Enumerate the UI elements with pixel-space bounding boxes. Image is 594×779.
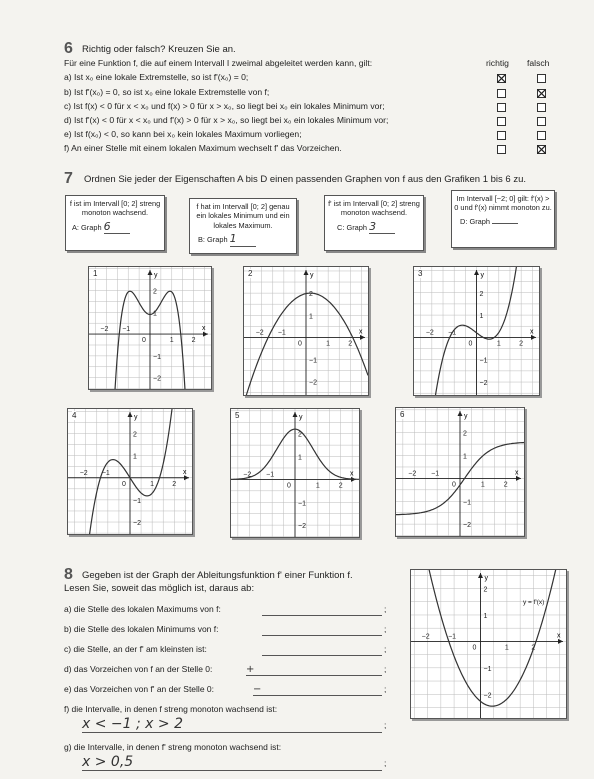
tick-label-y-neg1: −1 (463, 499, 471, 507)
tick-label-x-neg2: −2 (421, 633, 430, 641)
tick-label-x-1: 1 (150, 480, 155, 488)
card-a-answer[interactable]: 6 (104, 220, 130, 235)
tick-label-x-neg1: −1 (448, 633, 457, 641)
derivative-graph-svg (411, 570, 566, 718)
task6-title: Richtig oder falsch? Kreuzen Sie an. (82, 44, 236, 55)
answer-field-d[interactable]: + (246, 664, 382, 676)
tick-label-y-2: 2 (479, 290, 484, 298)
card-a-label: A: Graph (72, 222, 102, 232)
function-curve (411, 570, 566, 706)
tick-label-origin: 0 (452, 481, 456, 489)
card-b-answer[interactable]: 1 (230, 232, 256, 247)
graph-2-number: 2 (248, 269, 253, 278)
tick-label-x-1: 1 (480, 481, 485, 489)
tick-label-x-2: 2 (348, 340, 353, 348)
tick-label-x-1: 1 (169, 337, 174, 345)
tick-label-x-neg2: −2 (243, 471, 252, 479)
y-axis-label: y (464, 413, 468, 420)
y-axis-arrow-icon (128, 412, 133, 417)
question-a: a) die Stelle des lokalen Maximums von f: (64, 604, 221, 614)
card-a-text: f ist im Intervall [0; 2] streng monoton wachsend. (69, 199, 161, 218)
x-axis-arrow-icon (203, 332, 208, 337)
question-e: e) das Vorzeichen von f' an der Stelle 0: (64, 684, 214, 694)
answer-field-g[interactable]: x > 0,5 (82, 754, 382, 771)
y-axis-arrow-icon (148, 270, 153, 275)
question-f: f) die Intervalle, in denen f streng monoton wachsend ist: (64, 704, 278, 714)
tick-label-x-neg2: −2 (79, 469, 88, 477)
graph-5 (230, 408, 360, 538)
card-c-answer[interactable]: 3 (369, 220, 395, 235)
card-c-label: C: Graph (337, 222, 367, 232)
answer-field-f[interactable]: x < −1 ; x > 2 (82, 716, 382, 733)
tick-label-y-neg1: −1 (309, 357, 317, 365)
tick-label-x-neg2: −2 (408, 470, 417, 478)
x-axis-label: x (350, 470, 354, 478)
graph-6-svg (396, 408, 524, 536)
card-d-text: Im Intervall [−2; 0] gilt: f'(x) > 0 und f'(x) nimmt monoton zu. (454, 194, 552, 213)
answer-field-a[interactable] (262, 604, 382, 616)
tick-label-y-2: 2 (463, 430, 467, 438)
tick-label-x-2: 2 (503, 481, 508, 489)
x-axis-label: x (557, 632, 561, 640)
tick-label-x-1: 1 (326, 340, 331, 348)
checkbox-e-falsch[interactable] (537, 131, 546, 140)
x-axis-label: x (515, 469, 519, 477)
tick-label-x-neg1: −1 (431, 470, 440, 478)
graph-3 (413, 266, 540, 396)
col-true-header: richtig (486, 58, 509, 68)
graph-2-svg (244, 267, 368, 395)
tick-label-y-1: 1 (133, 453, 137, 461)
check-mark-icon (537, 145, 546, 154)
tick-label-y-1: 1 (298, 454, 302, 462)
answer-field-b[interactable] (262, 624, 382, 636)
card-d-answer[interactable] (492, 223, 518, 224)
tick-label-x-1: 1 (496, 340, 501, 348)
x-axis-arrow-icon (516, 476, 521, 481)
tick-label-x-2: 2 (172, 480, 177, 488)
line-end-semicolon: ; (384, 758, 387, 768)
property-card-a (65, 195, 165, 251)
checkbox-b-richtig[interactable] (497, 89, 506, 98)
tick-label-y-1: 1 (309, 313, 313, 321)
statement-c: c) Ist f(x) < 0 für x < x₀ und f(x) > 0 für x > x₀, so liegt bei x₀ ein lokales Minimum vor; (64, 101, 385, 111)
tick-label-x-neg1: −1 (277, 329, 286, 337)
tick-label-x-1: 1 (504, 644, 509, 652)
checkbox-d-falsch[interactable] (537, 117, 546, 126)
graph-5-number: 5 (235, 411, 240, 420)
tick-label-y-neg2: −2 (479, 380, 488, 388)
tick-label-y-neg2: −2 (309, 379, 317, 387)
graph-1-number: 1 (93, 269, 98, 278)
tick-label-x-1: 1 (315, 482, 320, 490)
tick-label-y-2: 2 (133, 431, 137, 439)
tick-label-origin: 0 (468, 340, 473, 348)
tick-label-y-neg1: −1 (479, 357, 488, 365)
tick-label-origin: 0 (298, 340, 302, 348)
tick-label-origin: 0 (142, 337, 146, 345)
statement-e: e) Ist f(x₀) < 0, so kann bei x₀ kein lokales Maximum vorliegen; (64, 129, 302, 139)
tick-label-x-neg2: −2 (255, 329, 264, 337)
tick-label-x-2: 2 (338, 482, 343, 490)
card-d-label: D: Graph (460, 216, 490, 226)
x-axis-label: x (359, 328, 363, 336)
tick-label-y-2: 2 (483, 586, 488, 594)
tick-label-x-neg1: −1 (448, 329, 457, 337)
graph-6 (395, 407, 525, 537)
graph-1 (88, 266, 212, 390)
task7-title: Ordnen Sie jeder der Eigenschaften A bis D einen passenden Graphen von f aus den Grafiken 1 bis 6 zu. (84, 174, 527, 185)
tick-label-y-neg2: −2 (298, 523, 306, 531)
tick-label-origin: 0 (287, 482, 291, 490)
question-c: c) die Stelle, an der f' am kleinsten ist: (64, 644, 207, 654)
tick-label-y-neg2: −2 (463, 522, 471, 530)
tick-label-x-neg1: −1 (266, 471, 275, 479)
property-card-b (189, 198, 297, 254)
checkbox-a-richtig[interactable] (497, 74, 506, 83)
tick-label-origin: 0 (122, 480, 126, 488)
y-axis-arrow-icon (458, 411, 463, 416)
line-end-semicolon: ; (384, 664, 387, 674)
line-end-semicolon: ; (384, 644, 387, 654)
tick-label-x-neg2: −2 (100, 326, 109, 334)
tick-label-y-neg2: −2 (483, 692, 492, 700)
tick-label-y-2: 2 (153, 288, 157, 296)
line-end-semicolon: ; (384, 684, 387, 694)
statement-a: a) Ist x₀ eine lokale Extremstelle, so ist f'(x₀) = 0; (64, 72, 249, 82)
tick-label-y-1: 1 (483, 612, 488, 620)
derivative-graph-label: y = f'(x) (523, 599, 545, 606)
graph-2 (243, 266, 369, 396)
x-axis-label: x (530, 328, 534, 336)
line-end-semicolon: ; (384, 624, 387, 634)
y-axis-label: y (134, 414, 138, 421)
graph-4-number: 4 (72, 411, 77, 420)
task6-intro: Für eine Funktion f, die auf einem Intervall I zweimal abgeleitet werden kann, gilt: (64, 58, 373, 68)
y-axis-label: y (154, 272, 158, 279)
x-axis-arrow-icon (558, 639, 563, 644)
y-axis-arrow-icon (293, 412, 298, 417)
tick-label-y-1: 1 (479, 313, 484, 321)
card-c-text: f' ist im Intervall [0; 2] streng monoton wachsend. (328, 199, 420, 218)
checkbox-f-falsch[interactable] (537, 145, 546, 154)
check-mark-icon (497, 74, 506, 83)
checkbox-c-richtig[interactable] (497, 103, 506, 112)
tick-label-y-neg1: −1 (298, 500, 306, 508)
x-axis-label: x (202, 325, 206, 333)
property-card-c (324, 195, 424, 251)
answer-field-e[interactable]: − (253, 684, 382, 696)
tick-label-origin: 0 (472, 644, 477, 652)
y-axis-label: y (310, 272, 314, 279)
tick-label-y-neg1: −1 (133, 497, 141, 505)
statement-d: d) Ist f'(x) < 0 für x < x₀ und f'(x) > 0 für x > x₀, so liegt bei x₀ ein lokales Minimum vor; (64, 115, 389, 125)
graph-4 (67, 408, 193, 535)
tick-label-x-neg1: −1 (122, 326, 131, 334)
checkbox-e-richtig[interactable] (497, 131, 506, 140)
task6-number: 6 (64, 40, 73, 57)
tick-label-x-2: 2 (519, 340, 524, 348)
task8-title: Gegeben ist der Graph der Ableitungsfunktion f' einer Funktion f. (82, 570, 353, 581)
graph-3-number: 3 (418, 269, 423, 278)
tick-label-y-neg1: −1 (483, 665, 492, 673)
tick-label-y-neg2: −2 (133, 520, 141, 528)
tick-label-y-2: 2 (298, 431, 302, 439)
y-axis-arrow-icon (474, 270, 479, 275)
tick-label-y-neg2: −2 (153, 375, 161, 383)
checkbox-c-falsch[interactable] (537, 103, 546, 112)
line-end-semicolon: ; (384, 720, 387, 730)
statement-b: b) Ist f'(x₀) = 0, so ist x₀ eine lokale Extremstelle von f; (64, 87, 270, 97)
tick-label-x-neg2: −2 (425, 329, 434, 337)
question-b: b) die Stelle des lokalen Minimums von f: (64, 624, 219, 634)
y-axis-label: y (484, 575, 488, 582)
x-axis-arrow-icon (531, 335, 536, 340)
checkbox-f-richtig[interactable] (497, 145, 506, 154)
tick-label-x-2: 2 (531, 644, 536, 652)
task8-number: 8 (64, 566, 73, 583)
card-b-label: B: Graph (198, 234, 228, 244)
col-false-header: falsch (527, 58, 550, 68)
y-axis-label: y (480, 272, 484, 279)
derivative-graph (410, 569, 567, 719)
y-axis-label: y (299, 414, 303, 421)
task7-number: 7 (64, 170, 73, 187)
graph-5-svg (231, 409, 359, 537)
tick-label-y-neg1: −1 (153, 353, 161, 361)
checkbox-b-falsch[interactable] (537, 89, 546, 98)
graph-3-svg (414, 267, 539, 395)
check-mark-icon (537, 89, 546, 98)
card-b-text: f hat im Intervall [0; 2] genau ein lokales Minimum und ein lokales Maximum. (196, 202, 290, 230)
graph-4-svg (68, 409, 192, 534)
tick-label-x-2: 2 (191, 337, 196, 345)
task8-subtitle: Lesen Sie, soweit das möglich ist, daraus ab: (64, 583, 255, 594)
checkbox-a-falsch[interactable] (537, 74, 546, 83)
line-end-semicolon: ; (384, 604, 387, 614)
graph-1-svg (89, 267, 211, 389)
question-g: g) die Intervalle, in denen f' streng monoton wachsend ist: (64, 742, 282, 752)
statement-f: f) An einer Stelle mit einem lokalen Maximum wechselt f' das Vorzeichen. (64, 143, 342, 153)
tick-label-x-neg1: −1 (101, 469, 110, 477)
tick-label-y-2: 2 (309, 291, 313, 299)
tick-label-y-1: 1 (463, 453, 467, 461)
checkbox-d-richtig[interactable] (497, 117, 506, 126)
x-axis-arrow-icon (360, 335, 365, 340)
x-axis-arrow-icon (184, 475, 189, 480)
tick-label-y-1: 1 (153, 310, 157, 318)
graph-6-number: 6 (400, 410, 405, 419)
answer-field-c[interactable] (262, 644, 382, 656)
x-axis-label: x (183, 468, 187, 476)
property-card-d (451, 190, 555, 248)
question-d: d) das Vorzeichen von f an der Stelle 0: (64, 664, 213, 674)
